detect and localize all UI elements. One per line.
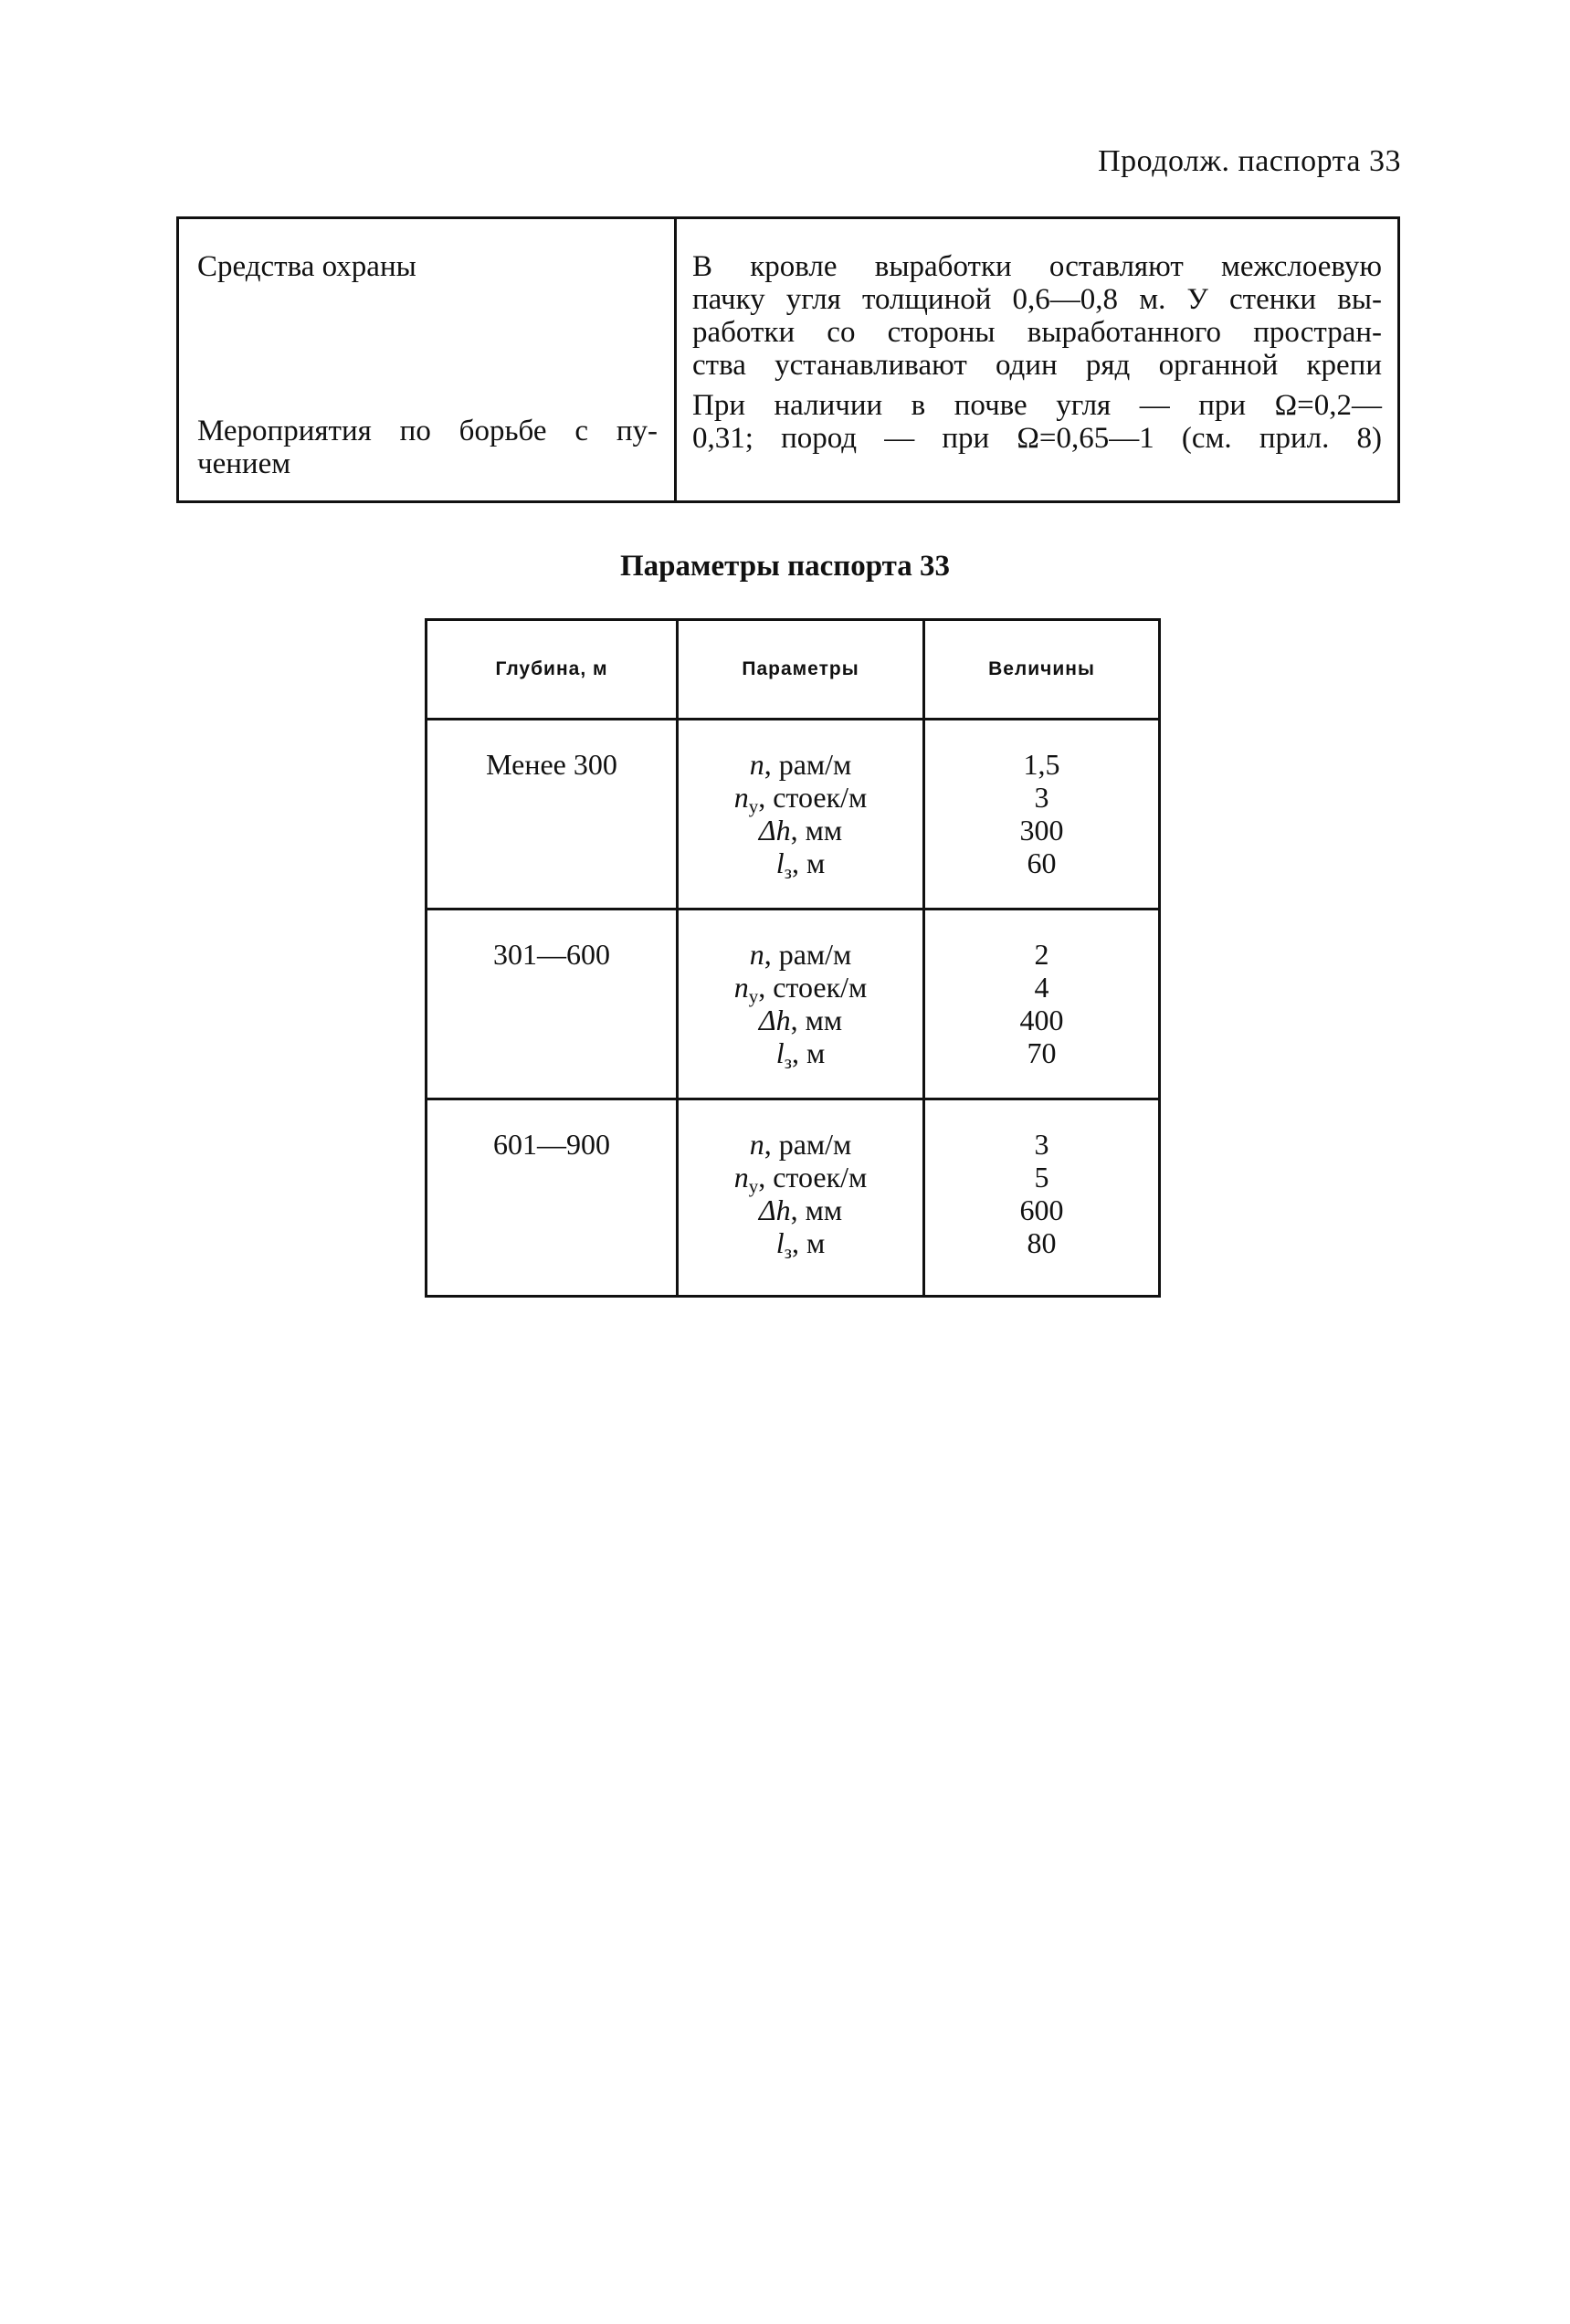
measures-value-line: При наличии в почве угля — при Ω=0,2— — [692, 389, 1382, 422]
value-dh: 400 — [1019, 1004, 1064, 1036]
measures-name-cell — [178, 382, 676, 502]
params-header-row — [427, 620, 1160, 720]
depth-cell: 301—600 — [427, 910, 678, 1099]
measures-table — [176, 216, 1400, 503]
values-cell — [924, 720, 1160, 910]
parameters-cell — [678, 910, 924, 1099]
measures-name-line: Мероприятия по борьбе с пу- — [197, 415, 658, 447]
param-dh: Δh, мм — [758, 1194, 843, 1226]
measures-value-line: ства устанавливают один ряд органной крепи — [692, 349, 1382, 382]
params-table-title: Параметры паспорта 33 — [619, 550, 951, 583]
measures-value-line: пачку угля толщиной 0,6—0,8 м. У стенки вы- — [692, 283, 1382, 316]
param-l3: $l_з$, м — [775, 847, 826, 883]
value-l3: 70 — [1027, 1036, 1057, 1069]
value-ny: 3 — [1034, 781, 1049, 814]
depth-cell: Менее 300 — [427, 720, 678, 910]
parameters-cell — [678, 720, 924, 910]
param-l3: $l_з$, м — [775, 1036, 826, 1073]
param-l3: $l_з$, м — [775, 1226, 826, 1263]
params-group-row — [427, 1099, 1160, 1297]
param-dh: Δh, мм — [758, 1004, 843, 1036]
value-ny: 4 — [1034, 971, 1049, 1004]
params-table — [425, 618, 1161, 1298]
header-parameters: Параметры — [678, 620, 924, 720]
measures-name-line: чением — [197, 447, 291, 480]
value-l3: 60 — [1027, 847, 1057, 879]
param-ny: $n_у$, стоек/м — [733, 1161, 868, 1197]
value-ny: 5 — [1034, 1161, 1049, 1194]
header-depth: Глубина, м — [427, 620, 678, 720]
value-dh: 300 — [1019, 814, 1064, 847]
measures-row-protection — [178, 218, 1399, 383]
header-values: Величины — [924, 620, 1160, 720]
measures-value-cell — [676, 382, 1399, 502]
measures-value-cell — [676, 218, 1399, 383]
values-cell — [924, 910, 1160, 1099]
param-n: n, рам/м — [749, 938, 852, 971]
params-group-row — [427, 720, 1160, 910]
value-n: 1,5 — [1023, 748, 1060, 781]
value-n: 3 — [1034, 1128, 1049, 1161]
measures-value-line: В кровле выработки оставляют межслоевую — [692, 250, 1382, 283]
depth-cell: 601—900 — [427, 1099, 678, 1297]
measures-name-line: Средства охраны — [197, 250, 416, 283]
value-l3: 80 — [1027, 1226, 1057, 1259]
param-ny: $n_у$, стоек/м — [733, 781, 868, 817]
values-cell — [924, 1099, 1160, 1297]
measures-value-line: работки со стороны выработанного простран- — [692, 316, 1382, 349]
param-n: n, рам/м — [749, 748, 852, 781]
param-n: n, рам/м — [749, 1128, 852, 1161]
value-n: 2 — [1034, 938, 1049, 971]
measures-name-cell — [178, 218, 676, 383]
param-dh: Δh, мм — [758, 814, 843, 847]
parameters-cell — [678, 1099, 924, 1297]
measures-row-swelling — [178, 382, 1399, 502]
value-dh: 600 — [1019, 1194, 1064, 1226]
params-group-row — [427, 910, 1160, 1099]
param-ny: $n_у$, стоек/м — [733, 971, 868, 1007]
measures-value-line: 0,31; пород — при Ω=0,65—1 (см. прил. 8) — [692, 422, 1382, 455]
continuation-header: Продолж. паспорта 33 — [1098, 144, 1401, 178]
